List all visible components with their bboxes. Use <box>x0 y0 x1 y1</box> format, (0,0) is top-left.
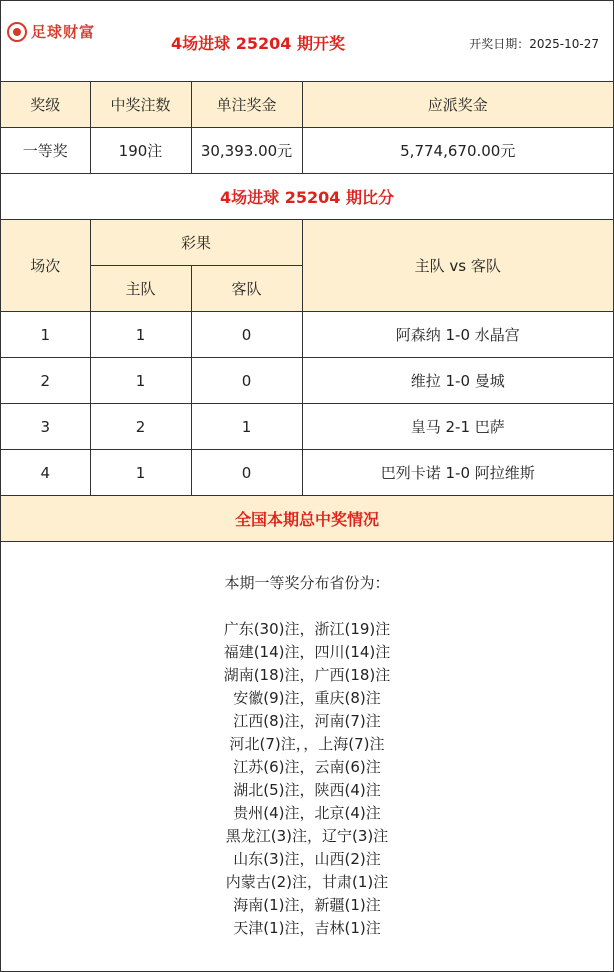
table-row <box>1 450 613 496</box>
football-logo-icon <box>7 22 27 42</box>
list-item: 海南(1)注，新疆(1)注 <box>233 896 381 914</box>
table-row <box>1 128 613 174</box>
page-header <box>1 1 613 82</box>
list-item: 河北(7)注，，上海(7)注 <box>229 735 385 753</box>
list-item: 江西(8)注，河南(7)注 <box>233 712 381 730</box>
list-item: 内蒙古(2)注，甘肃(1)注 <box>225 873 389 891</box>
col-header-teams: 主队 vs 客队 <box>302 220 613 312</box>
national-section-title: 全国本期总中奖情况 <box>1 496 613 542</box>
draw-date <box>469 35 599 52</box>
draw-date-value: 2025-10-27 <box>529 37 599 51</box>
logo[interactable] <box>7 21 95 42</box>
table-row <box>1 358 613 404</box>
province-distribution <box>1 542 613 940</box>
col-header-count: 中奖注数 <box>90 82 191 128</box>
list-item: 湖北(5)注，陕西(4)注 <box>233 781 381 799</box>
table-row <box>1 312 613 358</box>
list-item: 山东(3)注，山西(2)注 <box>233 850 381 868</box>
home-goals: 1 <box>90 450 191 496</box>
logo-text: 足球财富 <box>31 23 96 41</box>
col-header-home: 主队 <box>90 266 191 312</box>
col-header-total: 应派奖金 <box>302 82 613 128</box>
national-title-row <box>1 496 613 542</box>
match-teams: 皇马 2-1 巴萨 <box>302 404 613 450</box>
home-goals: 1 <box>90 358 191 404</box>
away-goals: 1 <box>191 404 302 450</box>
list-item: 贵州(4)注，北京(4)注 <box>233 804 381 822</box>
match-no: 1 <box>1 312 90 358</box>
list-item: 天津(1)注，吉林(1)注 <box>233 919 381 937</box>
col-header-level: 奖级 <box>1 82 90 128</box>
away-goals: 0 <box>191 358 302 404</box>
col-header-match: 场次 <box>1 220 90 312</box>
col-header-away: 客队 <box>191 266 302 312</box>
away-goals: 0 <box>191 312 302 358</box>
list-item: 安徽(9)注，重庆(8)注 <box>233 689 381 707</box>
prize-table <box>1 82 613 174</box>
home-goals: 2 <box>90 404 191 450</box>
match-no: 4 <box>1 450 90 496</box>
prize-count: 190注 <box>90 128 191 174</box>
list-item: 广东(30)注，浙江(19)注 <box>223 620 391 638</box>
match-no: 3 <box>1 404 90 450</box>
home-goals: 1 <box>90 312 191 358</box>
list-item: 湖南(18)注，广西(18)注 <box>223 666 391 684</box>
prize-level: 一等奖 <box>1 128 90 174</box>
col-header-unit-prize: 单注奖金 <box>191 82 302 128</box>
away-goals: 0 <box>191 450 302 496</box>
prize-unit: 30,393.00元 <box>191 128 302 174</box>
match-no: 2 <box>1 358 90 404</box>
list-item: 黑龙江(3)注，辽宁(3)注 <box>225 827 389 845</box>
prize-total: 5,774,670.00元 <box>302 128 613 174</box>
table-row <box>1 404 613 450</box>
match-teams: 维拉 1-0 曼城 <box>302 358 613 404</box>
distribution-intro: 本期一等奖分布省份为： <box>224 574 390 592</box>
score-table <box>1 220 613 496</box>
prize-table-header <box>1 82 613 128</box>
score-section-title: 4场进球 25204 期比分 <box>1 174 613 220</box>
col-header-result: 彩果 <box>90 220 302 266</box>
list-item: 福建(14)注，四川(14)注 <box>223 643 391 661</box>
draw-date-label: 开奖日期： <box>469 37 530 51</box>
page-title: 4场进球 25204 期开奖 <box>171 34 345 53</box>
list-item: 江苏(6)注，云南(6)注 <box>233 758 381 776</box>
match-teams: 巴列卡诺 1-0 阿拉维斯 <box>302 450 613 496</box>
match-teams: 阿森纳 1-0 水晶宫 <box>302 312 613 358</box>
score-title-row <box>1 174 613 220</box>
